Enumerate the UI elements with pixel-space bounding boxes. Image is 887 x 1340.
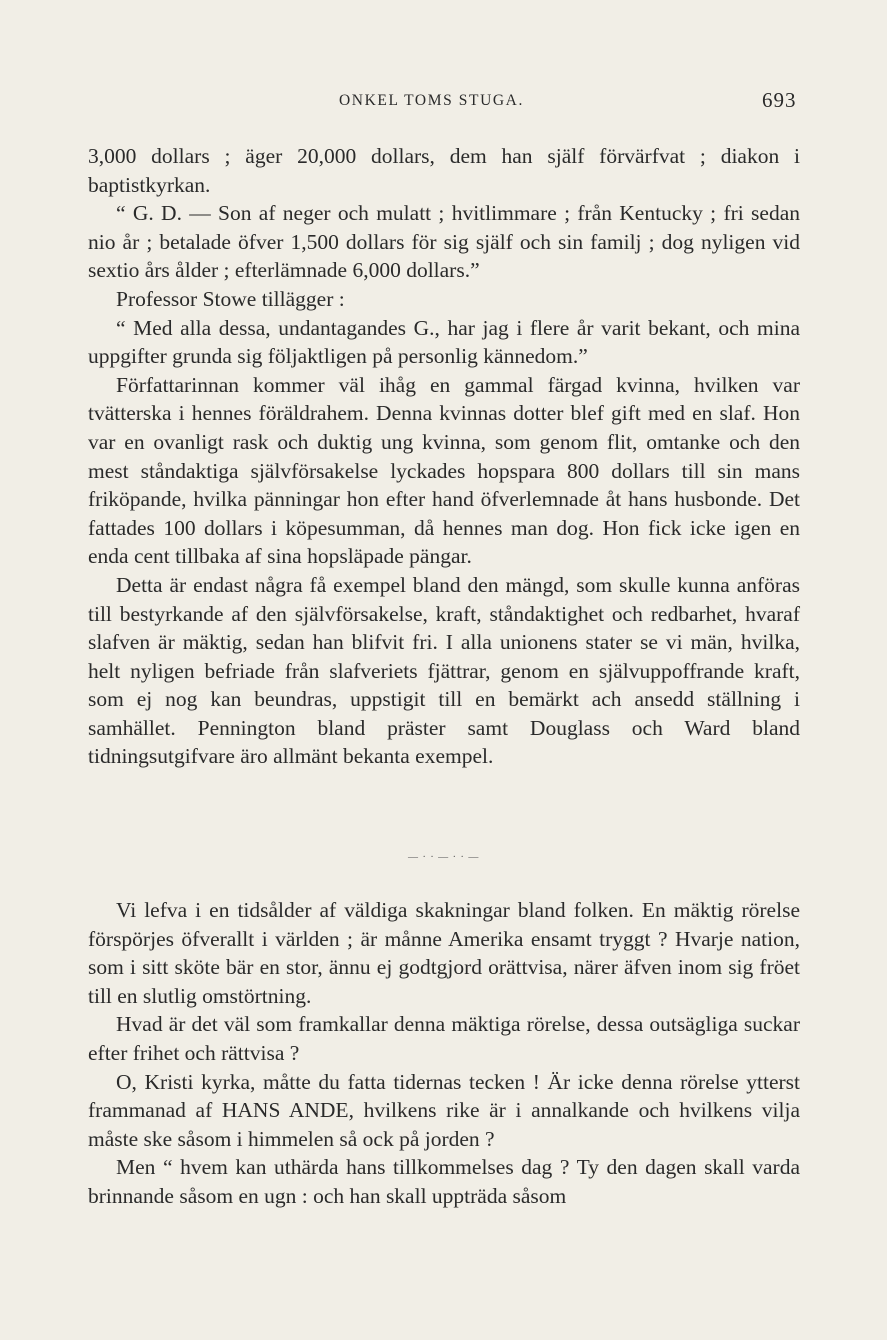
paragraph: Men “ hvem kan uthärda hans tillkommelses dag ? Ty den dagen skall varda brinnande såsom en ugn : och han skall uppträda såsom bbox=[88, 1155, 800, 1208]
paragraph: “ G. D. — Son af neger och mulatt ; hvitlimmare ; från Kentucky ; fri sedan nio år ; betalade öfver 1,500 dollars för sig själf och sin familj ; dog nyligen vid sextio års ålder ; efterlämnade 6,000 dollars.” bbox=[88, 201, 800, 283]
paragraph: 3,000 dollars ; äger 20,000 dollars, dem han själf förvärfvat ; diakon i baptistkyrkan. bbox=[88, 144, 800, 197]
paragraph: Detta är endast några få exempel bland den mängd, som skulle kunna anföras till bestyrkande af den självförsakelse, kraft, ståndaktighet och redbarhet, hvaraf slafven är mäktig, sedan han blifvit fri. I alla unionens stater se vi män, hvilka, helt nyligen befriade från slafveriets fjättrar, genom en självuppoffrande kraft, som ej nog kan beundras, uppstigit till en bemärkt ach ansedd ställning i samhället. Pennington bland präster samt Douglass och Ward bland tidningsutgifvare äro allmänt bekanta exempel. bbox=[88, 572, 800, 769]
page-number: 693 bbox=[762, 88, 797, 112]
paragraph: Hvad är det väl som framkallar denna mäktiga rörelse, dessa outsägliga suckar efter frihet och rättvisa ? bbox=[88, 1012, 800, 1065]
paragraph: O, Kristi kyrka, måtte du fatta tidernas tecken ! Är icke denna rörelse ytterst frammanad af HANS ANDE, hvilkens rike är i annalkande och hvilkens vilja måste ske såsom i himmelen så ock på jorden ? bbox=[88, 1069, 800, 1151]
page-header bbox=[0, 88, 887, 116]
paragraph: “ Med alla dessa, undantagandes G., har jag i flere år varit bekant, och mina uppgifter grunda sig följaktligen på personlig kännedom.” bbox=[88, 315, 800, 369]
text-block-lower bbox=[88, 896, 800, 1211]
paragraph: Författarinnan kommer väl ihåg en gammal färgad kvinna, hvilken var tvätterska i hennes föräldrahem. Denna kvinnas dotter blef gift med en slaf. Hon var en ovanligt rask och duktig ung kvinna, som genom flit, omtanke och den mest ståndaktiga självförsakelse lyckades hopspara 800 dollars till sin mans friköpande, hvilka pänningar hon efter hand öfverlemnade åt hans husbonde. Det fattades 100 dollars i köpesumman, då hennes man dog. Hon fick icke igen en enda cent tillbaka af sina hopsläpade pängar. bbox=[88, 372, 800, 569]
text-block-upper bbox=[88, 142, 800, 771]
paragraph: Vi lefva i en tidsålder af väldiga skakningar bland folken. En mäktig rörelse förspörjes öfverallt i världen ; är månne Amerika ensamt tryggt ? Hvarje nation, som i sitt sköte bär en stor, ännu ej godtgjord orättvisa, närer äfven inom sig fröet till en slutlig omstörtning. bbox=[88, 898, 800, 1008]
running-title: ONKEL TOMS STUGA. bbox=[339, 92, 524, 109]
section-divider-ornament: — · · — · · — bbox=[408, 852, 480, 863]
paragraph: Professor Stowe tillägger : bbox=[116, 286, 345, 311]
